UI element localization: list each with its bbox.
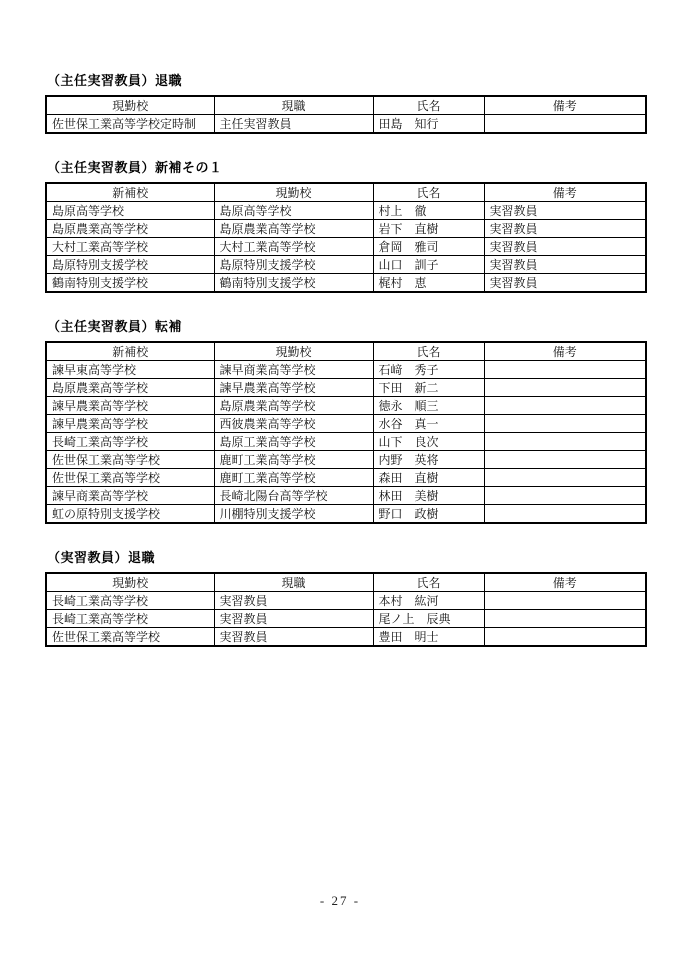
table-cell: 本村 紘河 [373, 592, 484, 610]
table-cell: 諫早東高等学校 [46, 361, 214, 379]
table-row [46, 433, 646, 451]
table-cell: 佐世保工業高等学校 [46, 628, 214, 647]
section-title: （主任実習教員）退職 [47, 73, 183, 88]
section-title: （主任実習教員）新補その１ [47, 160, 223, 175]
column-header: 氏名 [373, 342, 484, 361]
table-row [46, 592, 646, 610]
section-title: （実習教員）退職 [47, 550, 156, 565]
table-cell [484, 397, 646, 415]
column-header: 現勤校 [46, 573, 214, 592]
table-cell: 佐世保工業高等学校 [46, 451, 214, 469]
table-cell: 諫早商業高等学校 [46, 487, 214, 505]
column-header: 氏名 [373, 573, 484, 592]
column-header: 備考 [484, 342, 646, 361]
table-row [46, 505, 646, 524]
table-cell: 大村工業高等学校 [46, 238, 214, 256]
table-body [46, 361, 646, 524]
table-body [46, 202, 646, 293]
table-cell: 鹿町工業高等学校 [214, 469, 373, 487]
table-cell: 長崎北陽台高等学校 [214, 487, 373, 505]
table-row [46, 610, 646, 628]
table-row [46, 487, 646, 505]
table-cell: 島原特別支援学校 [46, 256, 214, 274]
table-row [46, 451, 646, 469]
personnel-table [45, 341, 647, 524]
personnel-section [45, 157, 645, 293]
table-row [46, 379, 646, 397]
table-cell [484, 451, 646, 469]
table-cell: 虹の原特別支援学校 [46, 505, 214, 524]
table-cell: 主任実習教員 [214, 115, 373, 134]
table-cell: 諫早商業高等学校 [214, 361, 373, 379]
table-cell: 島原農業高等学校 [214, 397, 373, 415]
column-header: 新補校 [46, 183, 214, 202]
table-row [46, 628, 646, 647]
table-cell [484, 361, 646, 379]
table-cell: 実習教員 [484, 274, 646, 293]
column-header: 現職 [214, 96, 373, 115]
table-row [46, 415, 646, 433]
document-body [45, 70, 645, 670]
table-cell: 鹿町工業高等学校 [214, 451, 373, 469]
column-header: 氏名 [373, 96, 484, 115]
table-cell: 実習教員 [484, 202, 646, 220]
personnel-section [45, 316, 645, 524]
table-cell: 山下 良次 [373, 433, 484, 451]
table-cell: 村上 徹 [373, 202, 484, 220]
table-cell [484, 115, 646, 134]
column-header: 備考 [484, 96, 646, 115]
table-cell [484, 628, 646, 647]
column-header: 備考 [484, 573, 646, 592]
column-header: 現勤校 [46, 96, 214, 115]
table-row [46, 238, 646, 256]
table-cell: 下田 新二 [373, 379, 484, 397]
personnel-table [45, 572, 647, 647]
table-cell: 長崎工業高等学校 [46, 610, 214, 628]
table-header-row [46, 573, 646, 592]
table-cell: 内野 英将 [373, 451, 484, 469]
table-cell: 諫早農業高等学校 [46, 397, 214, 415]
table-body [46, 115, 646, 134]
table-cell: 実習教員 [214, 592, 373, 610]
table-cell: 水谷 真一 [373, 415, 484, 433]
table-cell [484, 610, 646, 628]
table-cell: 実習教員 [484, 238, 646, 256]
table-cell: 西彼農業高等学校 [214, 415, 373, 433]
table-header-row [46, 342, 646, 361]
table-cell: 倉岡 雅司 [373, 238, 484, 256]
table-header-row [46, 96, 646, 115]
table-row [46, 469, 646, 487]
table-cell [484, 487, 646, 505]
table-row [46, 220, 646, 238]
table-cell: 実習教員 [214, 628, 373, 647]
table-cell [484, 592, 646, 610]
table-cell: 大村工業高等学校 [214, 238, 373, 256]
table-cell [484, 433, 646, 451]
table-cell: 佐世保工業高等学校定時制 [46, 115, 214, 134]
table-cell: 島原農業高等学校 [46, 220, 214, 238]
table-cell: 佐世保工業高等学校 [46, 469, 214, 487]
table-cell: 鶴南特別支援学校 [214, 274, 373, 293]
table-cell: 島原高等学校 [214, 202, 373, 220]
table-cell: 田島 知行 [373, 115, 484, 134]
table-cell: 島原農業高等学校 [46, 379, 214, 397]
table-cell: 山口 訓子 [373, 256, 484, 274]
table-cell [484, 379, 646, 397]
table-cell: 石﨑 秀子 [373, 361, 484, 379]
personnel-table [45, 95, 647, 134]
table-cell: 梶村 恵 [373, 274, 484, 293]
table-cell: 諫早農業高等学校 [46, 415, 214, 433]
table-cell: 長崎工業高等学校 [46, 433, 214, 451]
personnel-table [45, 182, 647, 293]
table-cell [484, 505, 646, 524]
personnel-section [45, 547, 645, 647]
section-title: （主任実習教員）転補 [47, 319, 183, 334]
table-cell: 長崎工業高等学校 [46, 592, 214, 610]
table-row [46, 397, 646, 415]
table-cell: 実習教員 [214, 610, 373, 628]
table-cell: 島原工業高等学校 [214, 433, 373, 451]
table-row [46, 361, 646, 379]
table-cell: 林田 美樹 [373, 487, 484, 505]
table-cell: 尾ノ上 辰典 [373, 610, 484, 628]
table-row [46, 256, 646, 274]
table-row [46, 274, 646, 293]
table-row [46, 115, 646, 134]
column-header: 備考 [484, 183, 646, 202]
column-header: 現職 [214, 573, 373, 592]
table-cell [484, 415, 646, 433]
column-header: 新補校 [46, 342, 214, 361]
table-cell: 岩下 直樹 [373, 220, 484, 238]
personnel-section [45, 70, 645, 134]
page-number: - 27 - [319, 893, 361, 908]
table-cell: 島原高等学校 [46, 202, 214, 220]
table-cell: 徳永 順三 [373, 397, 484, 415]
column-header: 現勤校 [214, 183, 373, 202]
table-row [46, 202, 646, 220]
table-cell: 島原特別支援学校 [214, 256, 373, 274]
table-cell [484, 469, 646, 487]
table-body [46, 592, 646, 647]
table-cell: 実習教員 [484, 256, 646, 274]
table-cell: 川棚特別支援学校 [214, 505, 373, 524]
column-header: 氏名 [373, 183, 484, 202]
table-header-row [46, 183, 646, 202]
table-cell: 鶴南特別支援学校 [46, 274, 214, 293]
table-cell: 島原農業高等学校 [214, 220, 373, 238]
table-cell: 野口 政樹 [373, 505, 484, 524]
column-header: 現勤校 [214, 342, 373, 361]
table-cell: 森田 直樹 [373, 469, 484, 487]
table-cell: 実習教員 [484, 220, 646, 238]
table-cell: 豊田 明士 [373, 628, 484, 647]
table-cell: 諫早農業高等学校 [214, 379, 373, 397]
